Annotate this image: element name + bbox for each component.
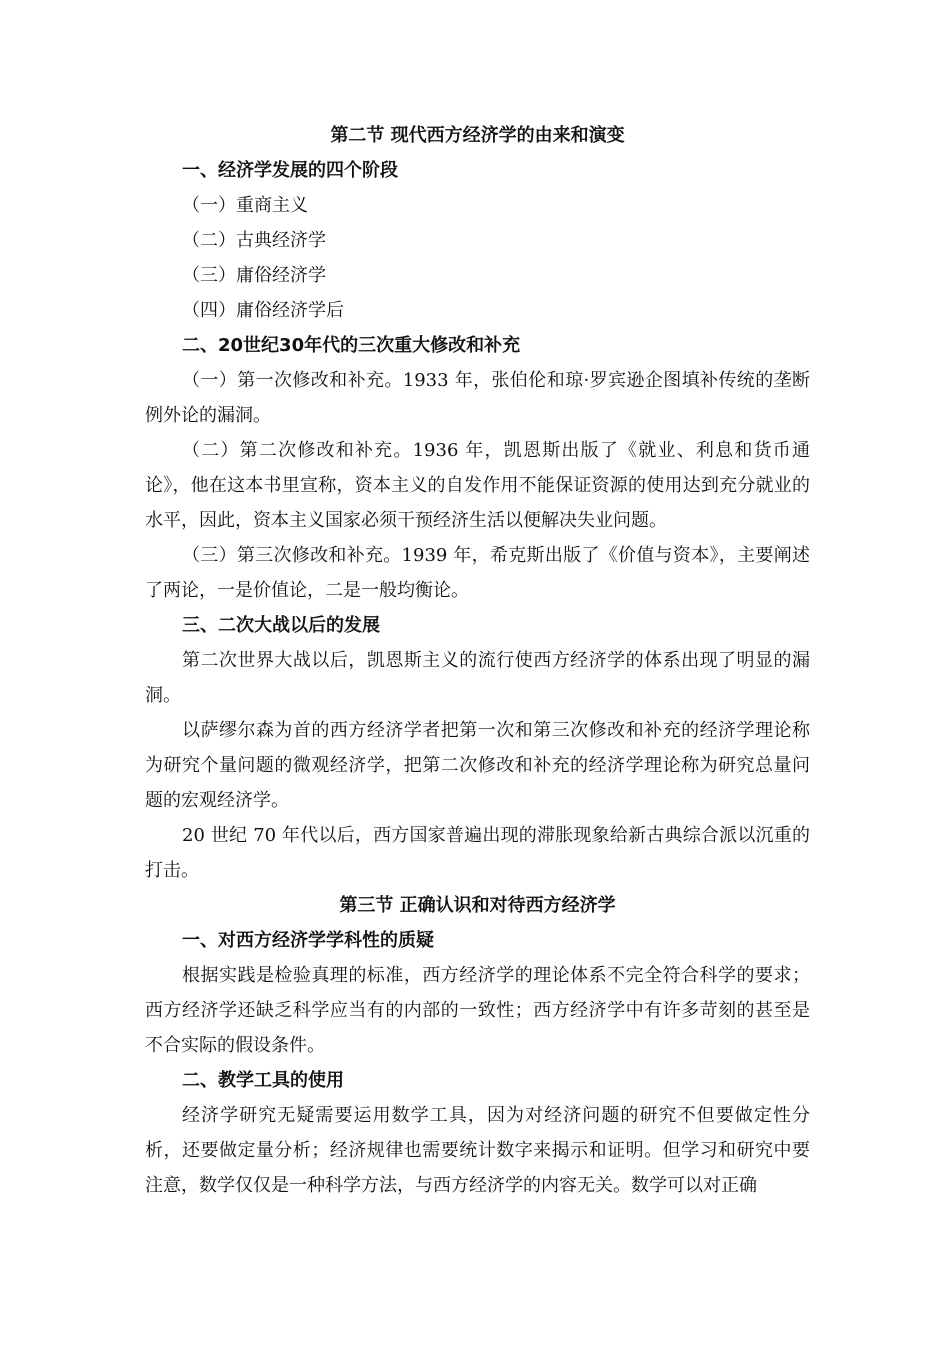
paragraph: （三）第三次修改和补充。1939 年，希克斯出版了《价值与资本》，主要阐述了两论，一是价值论，二是一般均衡论。 xyxy=(145,545,810,601)
list-item: （一）重商主义 xyxy=(182,195,308,216)
heading: 一、对西方经济学学科性的质疑 xyxy=(182,930,434,951)
heading: 二、教学工具的使用 xyxy=(182,1070,344,1091)
heading: 三、二次大战以后的发展 xyxy=(182,615,380,636)
paragraph: 经济学研究无疑需要运用数学工具，因为对经济问题的研究不但要做定性分析，还要做定量分析；经济规律也需要统计数字来揭示和证明。但学习和研究中要注意，数学仅仅是一种科学方法，与西方经济学的内容无关。数学可以对正确 xyxy=(145,1105,810,1196)
paragraph: 20 世纪 70 年代以后，西方国家普遍出现的滞胀现象给新古典综合派以沉重的打击。 xyxy=(145,825,810,881)
paragraph: 根据实践是检验真理的标准，西方经济学的理论体系不完全符合科学的要求；西方经济学还缺乏科学应当有的内部的一致性；西方经济学中有许多苛刻的甚至是不合实际的假设条件。 xyxy=(145,965,810,1056)
section-title: 第二节 现代西方经济学的由来和演变 xyxy=(330,125,625,146)
paragraph: 以萨缪尔森为首的西方经济学者把第一次和第三次修改和补充的经济学理论称为研究个量问题的微观经济学，把第二次修改和补充的经济学理论称为研究总量问题的宏观经济学。 xyxy=(145,720,810,811)
paragraph: （二）第二次修改和补充。1936 年，凯恩斯出版了《就业、利息和货币通论》，他在这本书里宣称，资本主义的自发作用不能保证资源的使用达到充分就业的水平，因此，资本主义国家必须干预经济生活以便解决失业问题。 xyxy=(145,440,810,531)
paragraph: （一）第一次修改和补充。1933 年，张伯伦和琼·罗宾逊企图填补传统的垄断例外论的漏洞。 xyxy=(145,370,810,426)
list-item: （四）庸俗经济学后 xyxy=(182,300,344,321)
list-item: （二）古典经济学 xyxy=(182,230,326,251)
document-page xyxy=(145,118,810,1203)
heading: 一、经济学发展的四个阶段 xyxy=(182,160,398,181)
list-item: （三）庸俗经济学 xyxy=(182,265,326,286)
section-title: 第三节 正确认识和对待西方经济学 xyxy=(339,895,616,916)
paragraph: 第二次世界大战以后，凯恩斯主义的流行使西方经济学的体系出现了明显的漏洞。 xyxy=(145,650,810,706)
heading: 二、20世纪30年代的三次重大修改和补充 xyxy=(182,335,521,356)
